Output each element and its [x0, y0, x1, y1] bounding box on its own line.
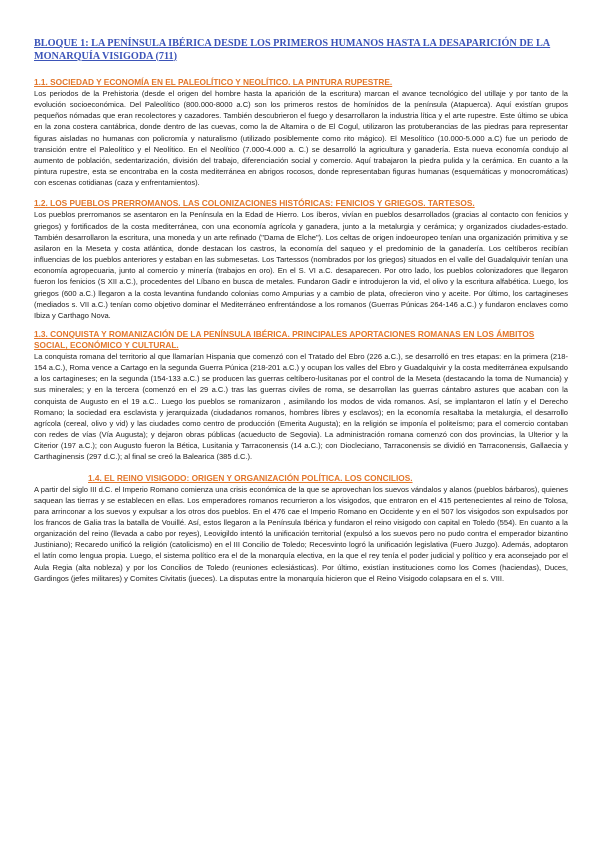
section-title	[34, 198, 568, 209]
section-title-text: 1.1. SOCIEDAD Y ECONOMÍA EN EL PALEOLÍTICO Y NEOLÍTICO. LA PINTURA RUPESTRE.	[34, 77, 393, 87]
section-title	[34, 329, 568, 351]
section-title-text: 1.2. LOS PUEBLOS PRERROMANOS. LAS COLONIZACIONES HISTÓRICAS: FENICIOS Y GRIEGOS. TARTESOS.	[34, 198, 475, 209]
section-title	[34, 473, 568, 484]
section-1-4	[34, 473, 568, 584]
section-body: Los pueblos prerromanos se asentaron en la Península en la Edad de Hierro. Los íberos, vivían en pueblos desarrollados (gracias al contacto con fenicios y griegos) y fortificados de la costa mediterránea, con una economía agrícola y ganadera, junto a la metalurgia y cerámica; y organizados ciudades-estado. También desarrollaron la escritura, una moneda y un arte refinado ("Dama de Elche"). Los celtas de origen indoeuropeo tenían una organización primitiva y se asilaron en la Meseta y costa atlántica, donde destacan los castros, la economía del saqueo y el predominio de la ganadería. Los celtíberos recibían influencias de los pueblos anteriores y estaban en las submesetas. Los Tartessos (nombrados por los griegos) situados en el valle del Guadalquivir tenían una economía agropecuaria, junto al comercio y minería (trabajos en oro). En el S. VI a.C. desaparecen. Por otro lado, los pueblos colonizadores que llegaron fueron los fenicios (S XII a.C.), procedentes del Líbano en busca de metales. Fundaron Gadir e introdujeron la vid, el olivo y la escritura alfabética. Luego, los griegos (600 a.C.) llegaron a la costa levantina fundando colonias como Ampurias y a cambio de plata, ofrecieron vino y aceite. Por último, los cartagineses (mediados s. VII a.C.) tenían como objetivo dominar el Mediterráneo enfrentándose a los romanos (Guerras Púnicas 264-146 a.C.) y fundaron enclaves como Ibiza y Carthago Nova.	[34, 210, 568, 320]
section-body: Los periodos de la Prehistoria (desde el origen del hombre hasta la aparición de la escritura) marcan el avance tecnológico del utillaje y por tanto de la evolución socioeconómica. Del Paleolítico (800.000-8000 a.C) son los primeros restos de homínidos de la península (Atapuerca). Aquí existían grupos pequeños nómadas que eran recolectores y cazadores. También descubrieron el fuego y desarrollaron la industria lítica y el arte rupestre. Este último se ubica en la zona costera cantábrica, donde dentro de las cuevas, como la de Altamira o de El Cogul, utilizaron las protuberancias de las piedras para representar figuras aisladas no humanas con policromía y naturalismo (utilizado posiblemente como rito mágico). El Mesolítico (10.000-5.000 a.C) fue un periodo de transición entre el Paleolítico y el Neolítico. En el Neolítico (7.000-4.000 a. C.) se desarrolló la agricultura y ganadería. Esta nueva economía condujo al aumento de población, sedentarización, división del trabajo, diferenciación social y comercio. Aquí trabajaron la piedra pulida y la cerámica. En cuanto a la pintura rupestre, esta se encontraba en la costa mediterránea en abrigos rocosos, donde representaban figuras humanas (esquemáticas y monocromáticas) con escenas cotidianas (caza y enfrentamientos).	[34, 89, 568, 188]
section-body: A partir del siglo III d.C. el Imperio Romano comienza una crisis económica de la que se aprovechan los suevos vándalos y alanos (pueblos bárbaros), quienes saquean las tierras y se establecen en ellas. Los emperadores romanos recurrieron a los visigodos, que entraron en el 415 pertenecientes al reino de Tolosa, para arrinconar a los suevos y expulsar a los otros dos pueblos. En el 476 cae el Imperio Romano en Occidente y en el 507 los visigodos son expulsados por los francos de Galia tras la batalla de Vouillé. Así, estos llegaron a la Península Ibérica y fundaron el reino visigodo con capital en Toledo (554). En cuanto a la organización del reino (llevada a cabo por reyes), Leovigildo intentó la unificación territorial (expulsó a los suevos pero no pudo contra el emperador bizantino Justiniano); Recaredo unificó la religión (catolicismo) en el III Concilio de Toledo; Recesvinto logró la unificación legislativa (Fuero Juzgo). Además, adoptaron el latín como lengua propia. Luego, el sistema político era el de la monarquía electiva, en la que el rey tenía el poder judicial y político y era aconsejado por el Aula Regia (alta nobleza) y por los Concilios de Toledo (reuniones eclesiásticas). Por último, existían instituciones como los Comes (haciendas), Duces, Gardingos (jefes militares) y Comites Civitatis (jueces). La disputas entre la monarquía hicieron que el Reino Visigodo colapsara en el s. VIII.	[34, 484, 568, 583]
document-page	[34, 38, 568, 584]
section-1-1	[34, 77, 568, 188]
section-1-3	[34, 329, 568, 463]
section-title-text: 1.4. EL REINO VISIGODO: ORIGEN Y ORGANIZACIÓN POLÍTICA. LOS CONCILIOS.	[88, 472, 413, 483]
section-title	[34, 77, 568, 88]
section-title-extra: EN LOS ÁMBITOS SOCIAL, ECONÓMICO Y CULTURAL.	[34, 328, 535, 350]
bloque-title: BLOQUE 1: LA PENÍNSULA IBÉRICA DESDE LOS PRIMEROS HUMANOS HASTA LA DESAPARICIÓN DE LA MONARQUÍA VISIGODA (711)	[34, 38, 551, 62]
section-1-2	[34, 198, 568, 321]
section-title-text: 1.3. CONQUISTA Y ROMANIZACIÓN DE LA PENÍNSULA IBÉRICA. PRINCIPALES APORTACIONES ROMANAS	[34, 328, 461, 339]
section-body: La conquista romana del territorio al que llamarían Hispania que comenzó con el Tratado del Ebro (226 a.C.), se desarrolló en tres etapas: en la primera (218- 154 a.C.), Roma vence a Cartago en la segunda Guerra Púnica (218-201 a.C.) y ocupan los valles del Ebro y Guadalquivir y la costa mediterránea expulsando a los cartagineses; en la segunda (154-133 a.C.) se producen las guerras celtíbero-lusitanas por el control de la Meseta (destacando la toma de Numancia) y sus minerales; y en la tercera (comenzó en el 29 a.C.) tras las guerras civiles de roma, se desarrollan las guerras cántabro astures que acaban con la conquista de Augusto en el 19 a.C.. Luego los pueblos se romanizaron , asimilando los modos de vida romanos. Así, se implantaron el latín y el Derecho Romano; la sociedad era esclavista y jerarquizada (ciudadanos romanos, hombres libres y esclavos); en la economía resaltaba la metalurgia, el desarrollo agrícola (cereal, olivo y vid) y las ciudades como centro de producción (Emerita Augusta); en la religión se imponía el politeísmo; para el comercio contaban con redes de vías (Vía Augusta); y dejaron obras públicas (acueducto de Segovia). La administración romana comenzó con dos provincias, la Ulterior y la Citerior (197 a.C.); con Augusto fueron la Bética, Lusitania y Tarraconensis (14 a.C.); con Diocleciano, Tarraconensis se dividió en Tarraconensis, Gallaecia y Carthaginensis (297 d.C.); al final se creó la Balearica (385 d.C.).	[34, 351, 568, 462]
